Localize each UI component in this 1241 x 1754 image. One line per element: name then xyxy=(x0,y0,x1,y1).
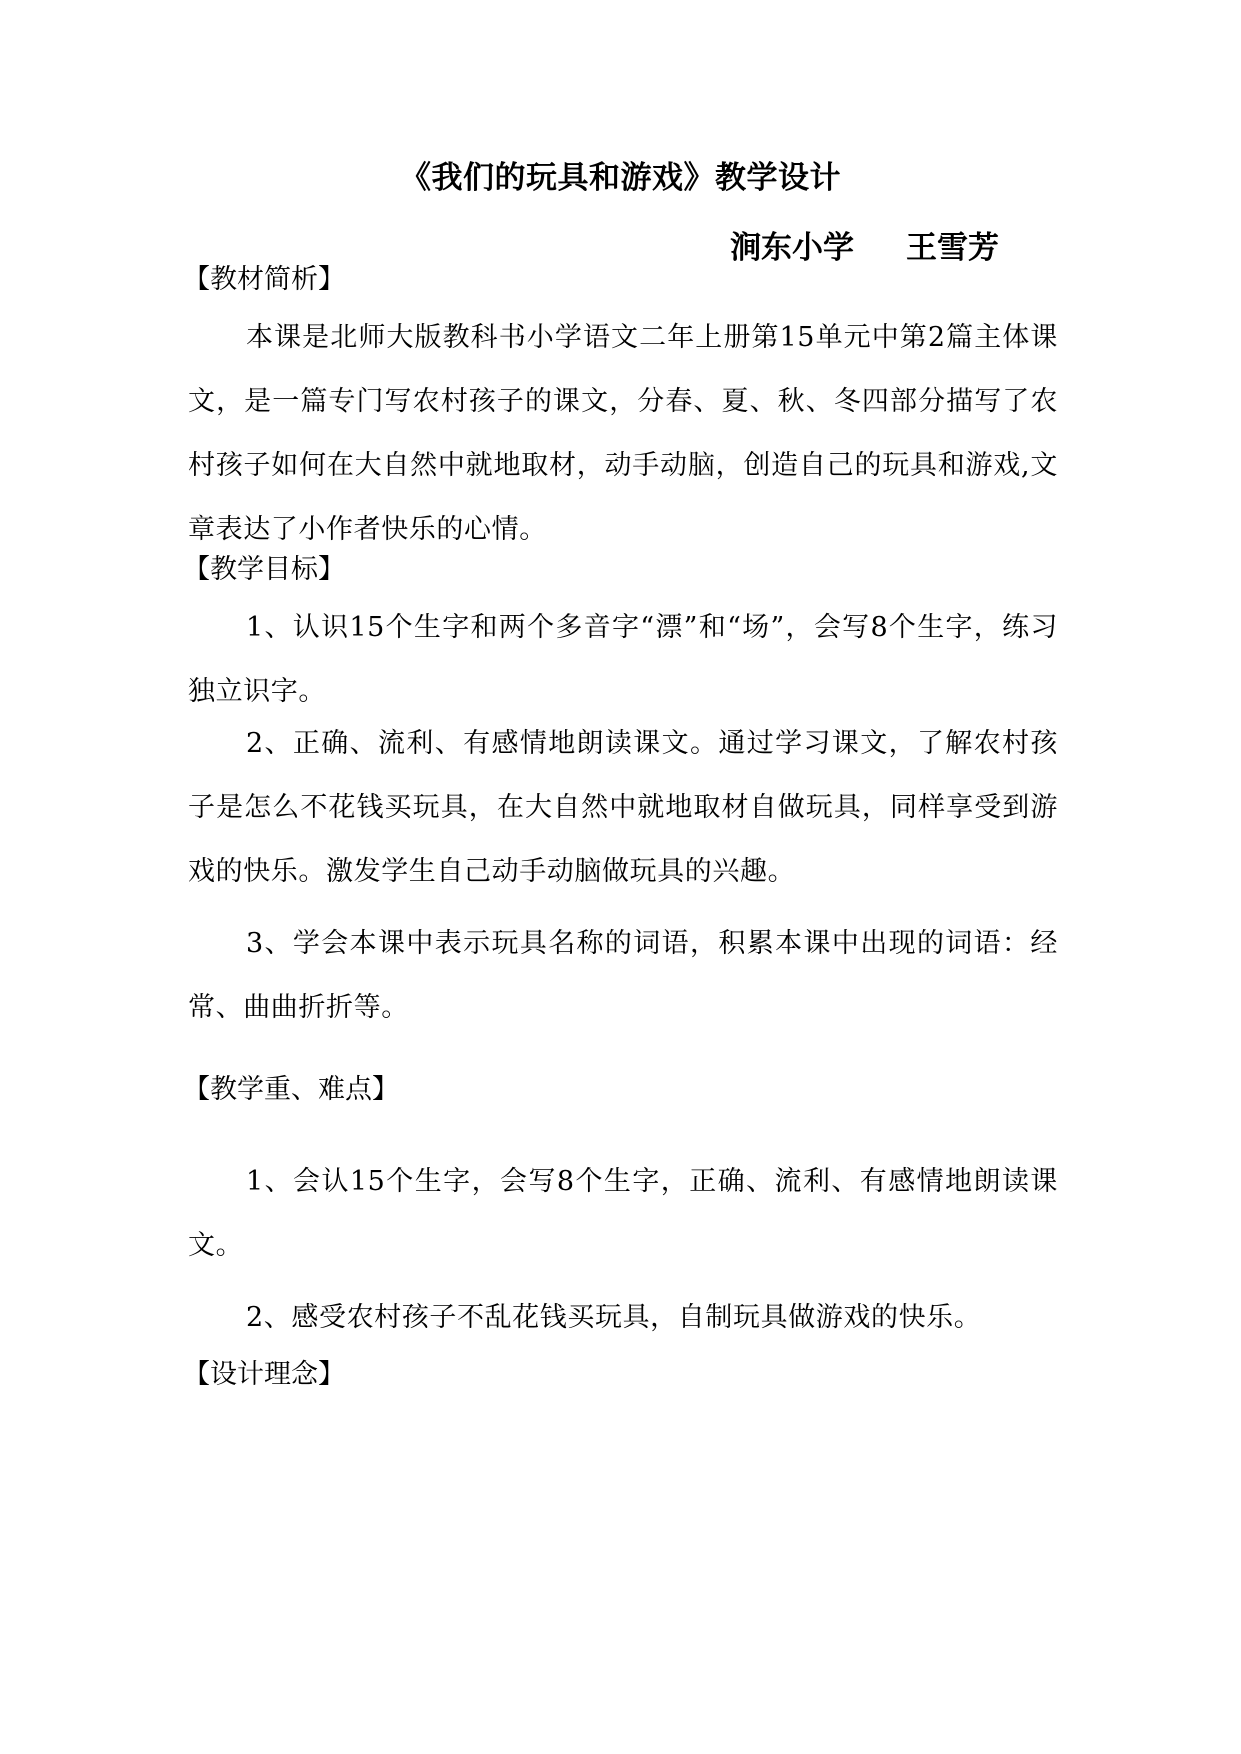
paragraph-textbook-analysis: 本课是北师大版教科书小学语文二年上册第15单元中第2篇主体课文，是一篇专门写农村孩子的课文，分春、夏、秋、冬四部分描写了农村孩子如何在大自然中就地取材，动手动脑，创造自己的玩具和游戏,文章表达了小作者快乐的心情。 xyxy=(188,322,1058,545)
paragraph-goal-3: 3、学会本课中表示玩具名称的词语，积累本课中出现的词语：经常、曲曲折折等。 xyxy=(188,928,1058,1023)
paragraph-goal-1: 1、认识15个生字和两个多音字“漂”和“场”，会写8个生字，练习独立识字。 xyxy=(188,612,1058,707)
paragraph-key-point-2: 2、感受农村孩子不乱花钱买玩具，自制玩具做游戏的快乐。 xyxy=(246,1302,982,1333)
author-line xyxy=(730,228,999,268)
author-school: 涧东小学 xyxy=(730,230,854,266)
paragraph-goal-2: 2、正确、流利、有感情地朗读课文。通过学习课文，了解农村孩子是怎么不花钱买玩具，在大自然中就地取材自做玩具，同样享受到游戏的快乐。激发学生自己动手动脑做玩具的兴趣。 xyxy=(188,728,1058,887)
section-heading-teaching-goals: 【教学目标】 xyxy=(183,554,345,585)
paragraph-key-point-1: 1、会认15个生字，会写8个生字，正确、流利、有感情地朗读课文。 xyxy=(188,1166,1058,1261)
section-heading-design-concept: 【设计理念】 xyxy=(183,1359,345,1390)
document-title: 《我们的玩具和游戏》教学设计 xyxy=(400,160,841,196)
section-heading-key-difficulties: 【教学重、难点】 xyxy=(183,1074,399,1105)
author-name: 王雪芳 xyxy=(906,230,999,266)
section-heading-textbook-analysis: 【教材简析】 xyxy=(183,264,345,295)
